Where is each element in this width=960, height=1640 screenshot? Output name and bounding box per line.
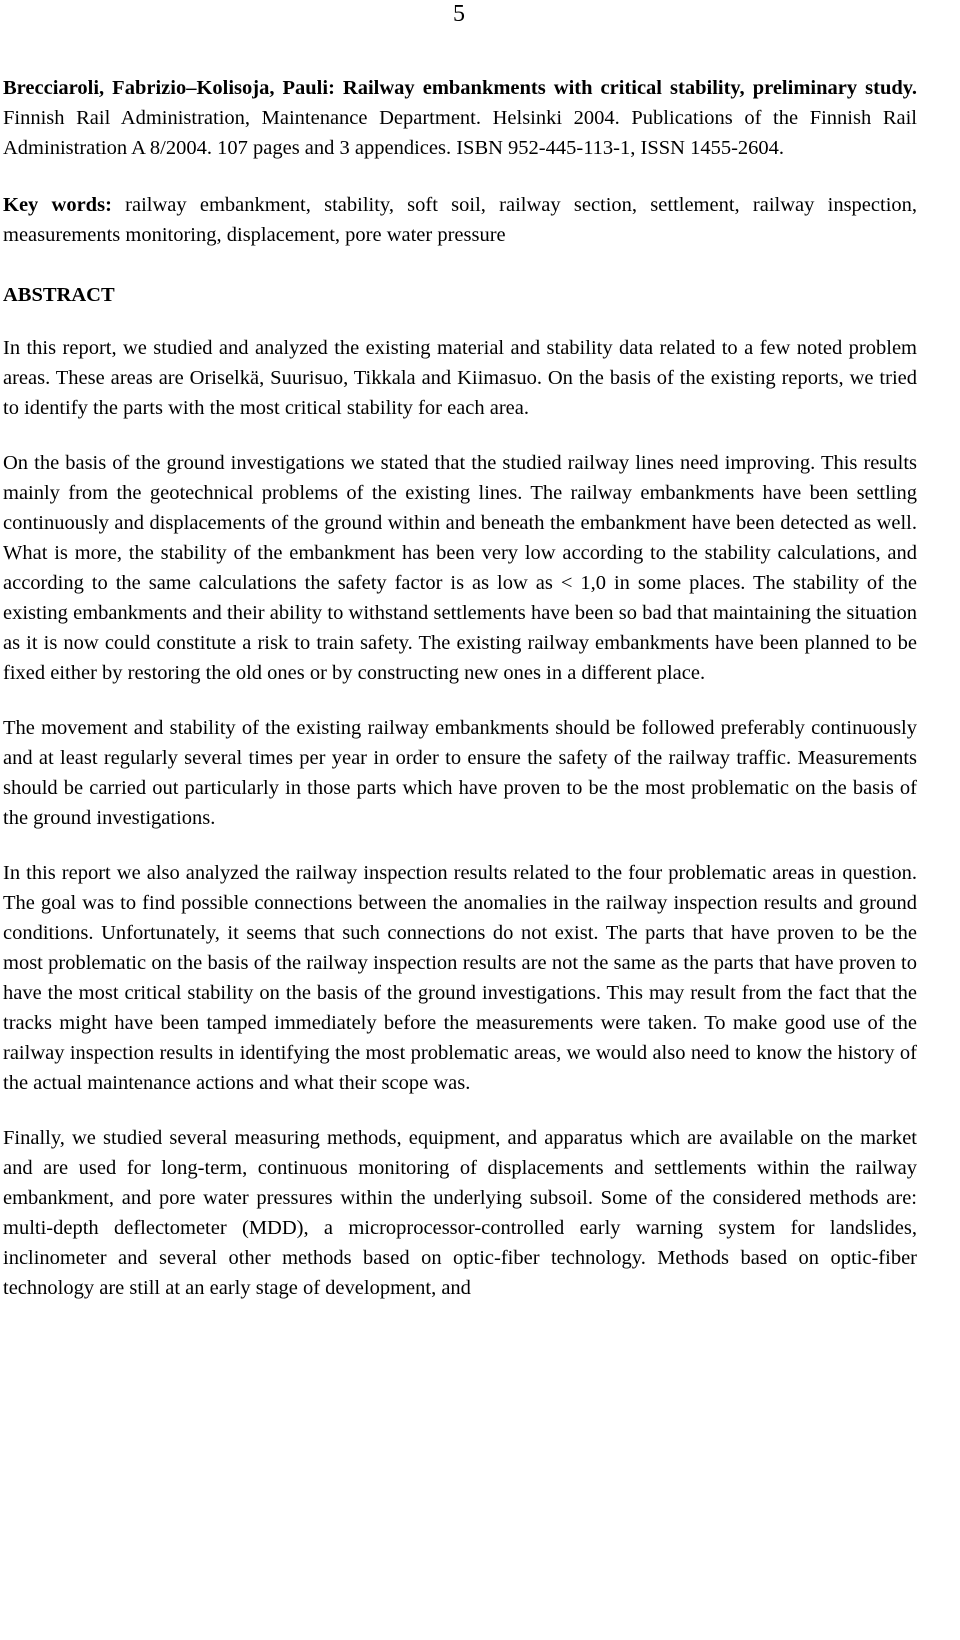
abstract-paragraph-4: In this report we also analyzed the railway inspection results related to the four problematic areas in question. The goal was to find possible connections between the anomalies in the railway inspection results and ground conditions. Unfortunately, it seems that such connections do not exist. The parts that have proven to be the most problematic on the basis of the railway inspection results are not the same as the parts that have proven to have the most critical stability on the basis of the ground investigations. This may result from the fact that the tracks might have been tamped immediately before the measurements were taken. To make good use of the railway inspection results in identifying the most problematic areas, we would also need to know the history of the actual maintenance actions and what their scope was. [3, 862, 917, 1094]
citation-rest: Finnish Rail Administration, Maintenance Department. Helsinki 2004. Publications of the Finnish Rail Administration A 8/2004. 107 pages and 3 appendices. ISBN 952-445-113-1, ISSN 1455-2604. [3, 107, 917, 159]
keywords [3, 190, 917, 250]
document-body [3, 73, 917, 1303]
abstract-paragraph-1: In this report, we studied and analyzed the existing material and stability data related to a few noted problem areas. These areas are Oriselkä, Suurisuo, Tikkala and Kiimasuo. On the basis of the existing reports, we tried to identify the parts with the most critical stability for each area. [3, 337, 917, 419]
page-number: 5 [453, 1, 465, 27]
keywords-text: railway embankment, stability, soft soil, railway section, settlement, railway inspection, measurements monitoring, displacement, pore water pressure [3, 194, 918, 246]
citation [3, 73, 917, 163]
abstract-heading: ABSTRACT [3, 284, 115, 306]
abstract-paragraph-5: Finally, we studied several measuring methods, equipment, and apparatus which are available on the market and are used for long-term, continuous monitoring of displacements and settlements within the railway embankment, and pore water pressures within the underlying subsoil. Some of the considered methods are: multi-depth deflectometer (MDD), a microprocessor-controlled early warning system for landslides, inclinometer and several other methods based on optic-fiber technology. Methods based on optic-fiber technology are still at an early stage of development, and [3, 1127, 917, 1299]
keywords-label: Key words: [3, 194, 112, 216]
citation-bold: Brecciaroli, Fabrizio–Kolisoja, Pauli: Railway embankments with critical stability, preliminary study. [3, 77, 917, 99]
abstract-paragraph-3: The movement and stability of the existing railway embankments should be followed preferably continuously and at least regularly several times per year in order to ensure the safety of the railway traffic. Measurements should be carried out particularly in those parts which have proven to be the most problematic on the basis of the ground investigations. [3, 717, 917, 829]
abstract-paragraph-2: On the basis of the ground investigations we stated that the studied railway lines need improving. This results mainly from the geotechnical problems of the existing lines. The railway embankments have been settling continuously and displacements of the ground within and beneath the embankment have been detected as well. What is more, the stability of the embankment has been very low according to the stability calculations, and according to the same calculations the safety factor is as low as < 1,0 in some places. The stability of the existing embankments and their ability to withstand settlements have been so bad that maintaining the situation as it is now could constitute a risk to train safety. The existing railway embankments have been planned to be fixed either by restoring the old ones or by constructing new ones in a different place. [3, 452, 917, 684]
